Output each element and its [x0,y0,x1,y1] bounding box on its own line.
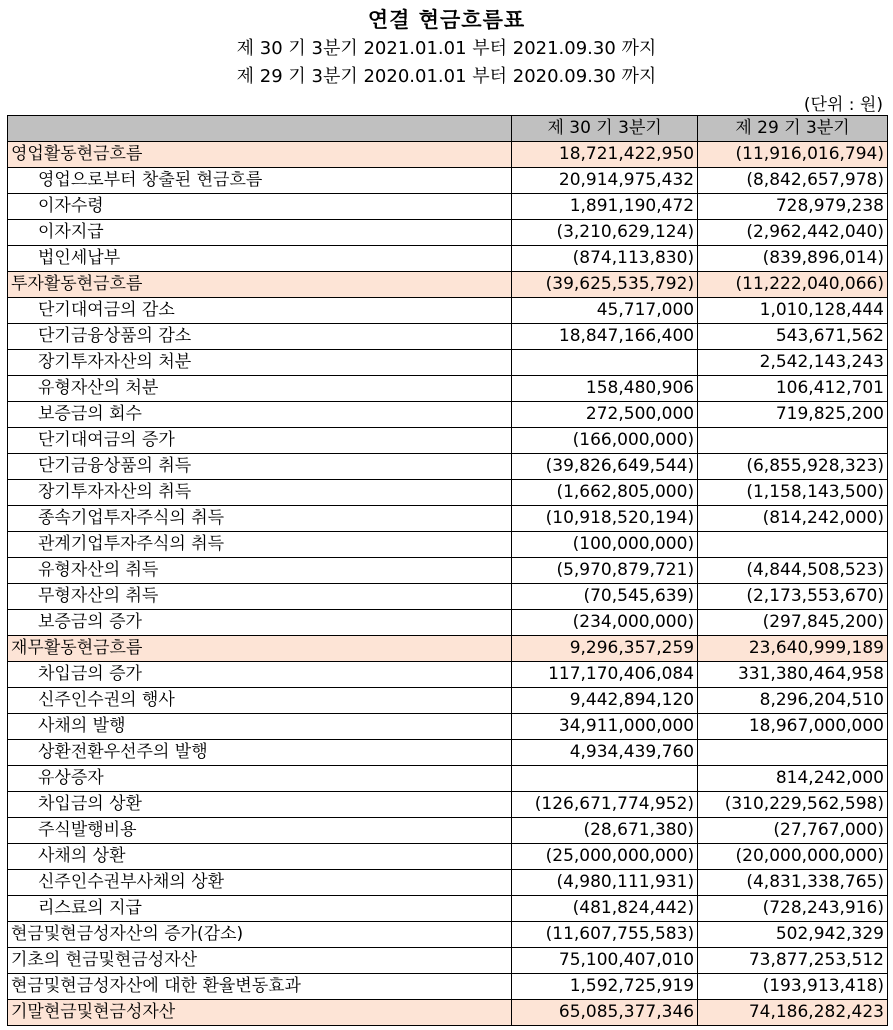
prior-value: (27,767,000) [698,818,888,844]
prior-value: (6,855,928,323) [698,454,888,480]
table-header [8,116,888,142]
row-label: 차입금의 상환 [8,792,512,818]
row-label: 유형자산의 취득 [8,558,512,584]
prior-value [698,740,888,766]
row-label: 기초의 현금및현금성자산 [8,948,512,974]
row-label: 신주인수권의 행사 [8,688,512,714]
table-row [8,688,888,714]
header-current: 제 30 기 3분기 [512,116,698,142]
table-row [8,168,888,194]
table-row [8,714,888,740]
prior-value [698,428,888,454]
row-label: 단기대여금의 증가 [8,428,512,454]
prior-value: (2,962,442,040) [698,220,888,246]
current-value [512,766,698,792]
row-label: 현금및현금성자산에 대한 환율변동효과 [8,974,512,1000]
current-value: 158,480,906 [512,376,698,402]
row-label: 단기대여금의 감소 [8,298,512,324]
table-row [8,896,888,922]
table-row [8,922,888,948]
table-row [8,220,888,246]
unit-label: (단위 : 원) [803,95,883,115]
current-value: (5,970,879,721) [512,558,698,584]
prior-value: (839,896,014) [698,246,888,272]
row-label: 이자지급 [8,220,512,246]
row-label: 영업으로부터 창출된 현금흐름 [8,168,512,194]
prior-value: (8,842,657,978) [698,168,888,194]
prior-value: 331,380,464,958 [698,662,888,688]
current-value: (874,113,830) [512,246,698,272]
table-row [8,480,888,506]
table-row [8,766,888,792]
current-value: (100,000,000) [512,532,698,558]
table-row [8,532,888,558]
prior-value: 23,640,999,189 [698,636,888,662]
table-row [8,818,888,844]
current-value: 20,914,975,432 [512,168,698,194]
table-row [8,740,888,766]
prior-value: (193,913,418) [698,974,888,1000]
row-label: 투자활동현금흐름 [8,272,512,298]
row-label: 재무활동현금흐름 [8,636,512,662]
current-value: (481,824,442) [512,896,698,922]
cash-flow-table [7,115,888,1026]
current-value: 9,442,894,120 [512,688,698,714]
table-row [8,974,888,1000]
row-label: 영업활동현금흐름 [8,142,512,168]
current-value: 75,100,407,010 [512,948,698,974]
row-label: 보증금의 증가 [8,610,512,636]
current-value: 4,934,439,760 [512,740,698,766]
row-label: 이자수령 [8,194,512,220]
row-label: 차입금의 증가 [8,662,512,688]
current-value: 272,500,000 [512,402,698,428]
row-label: 단기금융상품의 취득 [8,454,512,480]
prior-value: 1,010,128,444 [698,298,888,324]
current-value: (3,210,629,124) [512,220,698,246]
prior-value [698,532,888,558]
prior-value: 18,967,000,000 [698,714,888,740]
row-label: 보증금의 회수 [8,402,512,428]
current-value: 65,085,377,346 [512,1000,698,1026]
current-value: (10,918,520,194) [512,506,698,532]
row-label: 종속기업투자주식의 취득 [8,506,512,532]
table-row [8,558,888,584]
row-label: 장기투자자산의 처분 [8,350,512,376]
row-label: 주식발행비용 [8,818,512,844]
current-value: (39,625,535,792) [512,272,698,298]
prior-value: 106,412,701 [698,376,888,402]
current-value: 45,717,000 [512,298,698,324]
prior-value: (20,000,000,000) [698,844,888,870]
section-row [8,1000,888,1026]
prior-value: (11,916,016,794) [698,142,888,168]
current-value: 18,847,166,400 [512,324,698,350]
prior-value: (4,831,338,765) [698,870,888,896]
table-row [8,454,888,480]
prior-value: (2,173,553,670) [698,584,888,610]
table-row [8,428,888,454]
row-label: 단기금융상품의 감소 [8,324,512,350]
current-value [512,350,698,376]
section-row [8,142,888,168]
current-value: 18,721,422,950 [512,142,698,168]
header-prior: 제 29 기 3분기 [698,116,888,142]
prior-value: (814,242,000) [698,506,888,532]
table-row [8,324,888,350]
table-row [8,402,888,428]
prior-value: 719,825,200 [698,402,888,428]
current-value: (1,662,805,000) [512,480,698,506]
current-value: 34,911,000,000 [512,714,698,740]
period-current: 제 30 기 3분기 2021.01.01 부터 2021.09.30 까지 [236,38,657,59]
current-value: (4,980,111,931) [512,870,698,896]
table-row [8,506,888,532]
row-label: 상환전환우선주의 발행 [8,740,512,766]
table-row [8,350,888,376]
current-value: 9,296,357,259 [512,636,698,662]
current-value: (28,671,380) [512,818,698,844]
prior-value: 814,242,000 [698,766,888,792]
row-label: 사채의 상환 [8,844,512,870]
prior-value: 728,979,238 [698,194,888,220]
table-row [8,246,888,272]
current-value: 1,592,725,919 [512,974,698,1000]
table-row [8,792,888,818]
row-label: 장기투자자산의 취득 [8,480,512,506]
prior-value: (297,845,200) [698,610,888,636]
prior-value: 8,296,204,510 [698,688,888,714]
table-row [8,376,888,402]
current-value: (11,607,755,583) [512,922,698,948]
period-prior: 제 29 기 3분기 2020.01.01 부터 2020.09.30 까지 [236,66,657,87]
row-label: 유형자산의 처분 [8,376,512,402]
table-row [8,948,888,974]
current-value: (39,826,649,544) [512,454,698,480]
table-row [8,584,888,610]
table-row [8,610,888,636]
current-value: (234,000,000) [512,610,698,636]
row-label: 사채의 발행 [8,714,512,740]
row-label: 법인세납부 [8,246,512,272]
prior-value: (310,229,562,598) [698,792,888,818]
prior-value: 74,186,282,423 [698,1000,888,1026]
prior-value: 73,877,253,512 [698,948,888,974]
row-label: 기말현금및현금성자산 [8,1000,512,1026]
row-label: 무형자산의 취득 [8,584,512,610]
table-row [8,298,888,324]
current-value: (70,545,639) [512,584,698,610]
row-label: 유상증자 [8,766,512,792]
prior-value: (1,158,143,500) [698,480,888,506]
prior-value: (11,222,040,066) [698,272,888,298]
prior-value: 2,542,143,243 [698,350,888,376]
prior-value: 502,942,329 [698,922,888,948]
row-label: 현금및현금성자산의 증가(감소) [8,922,512,948]
prior-value: (4,844,508,523) [698,558,888,584]
page-title: 연결 현금흐름표 [367,8,526,32]
table-row [8,194,888,220]
row-label: 리스료의 지급 [8,896,512,922]
prior-value: 543,671,562 [698,324,888,350]
table-row [8,844,888,870]
current-value: 1,891,190,472 [512,194,698,220]
current-value: (166,000,000) [512,428,698,454]
current-value: 117,170,406,084 [512,662,698,688]
table-row [8,870,888,896]
section-row [8,636,888,662]
row-label: 관계기업투자주식의 취득 [8,532,512,558]
current-value: (25,000,000,000) [512,844,698,870]
section-row [8,272,888,298]
current-value: (126,671,774,952) [512,792,698,818]
prior-value: (728,243,916) [698,896,888,922]
table-row [8,662,888,688]
header-account [8,116,512,142]
row-label: 신주인수권부사채의 상환 [8,870,512,896]
